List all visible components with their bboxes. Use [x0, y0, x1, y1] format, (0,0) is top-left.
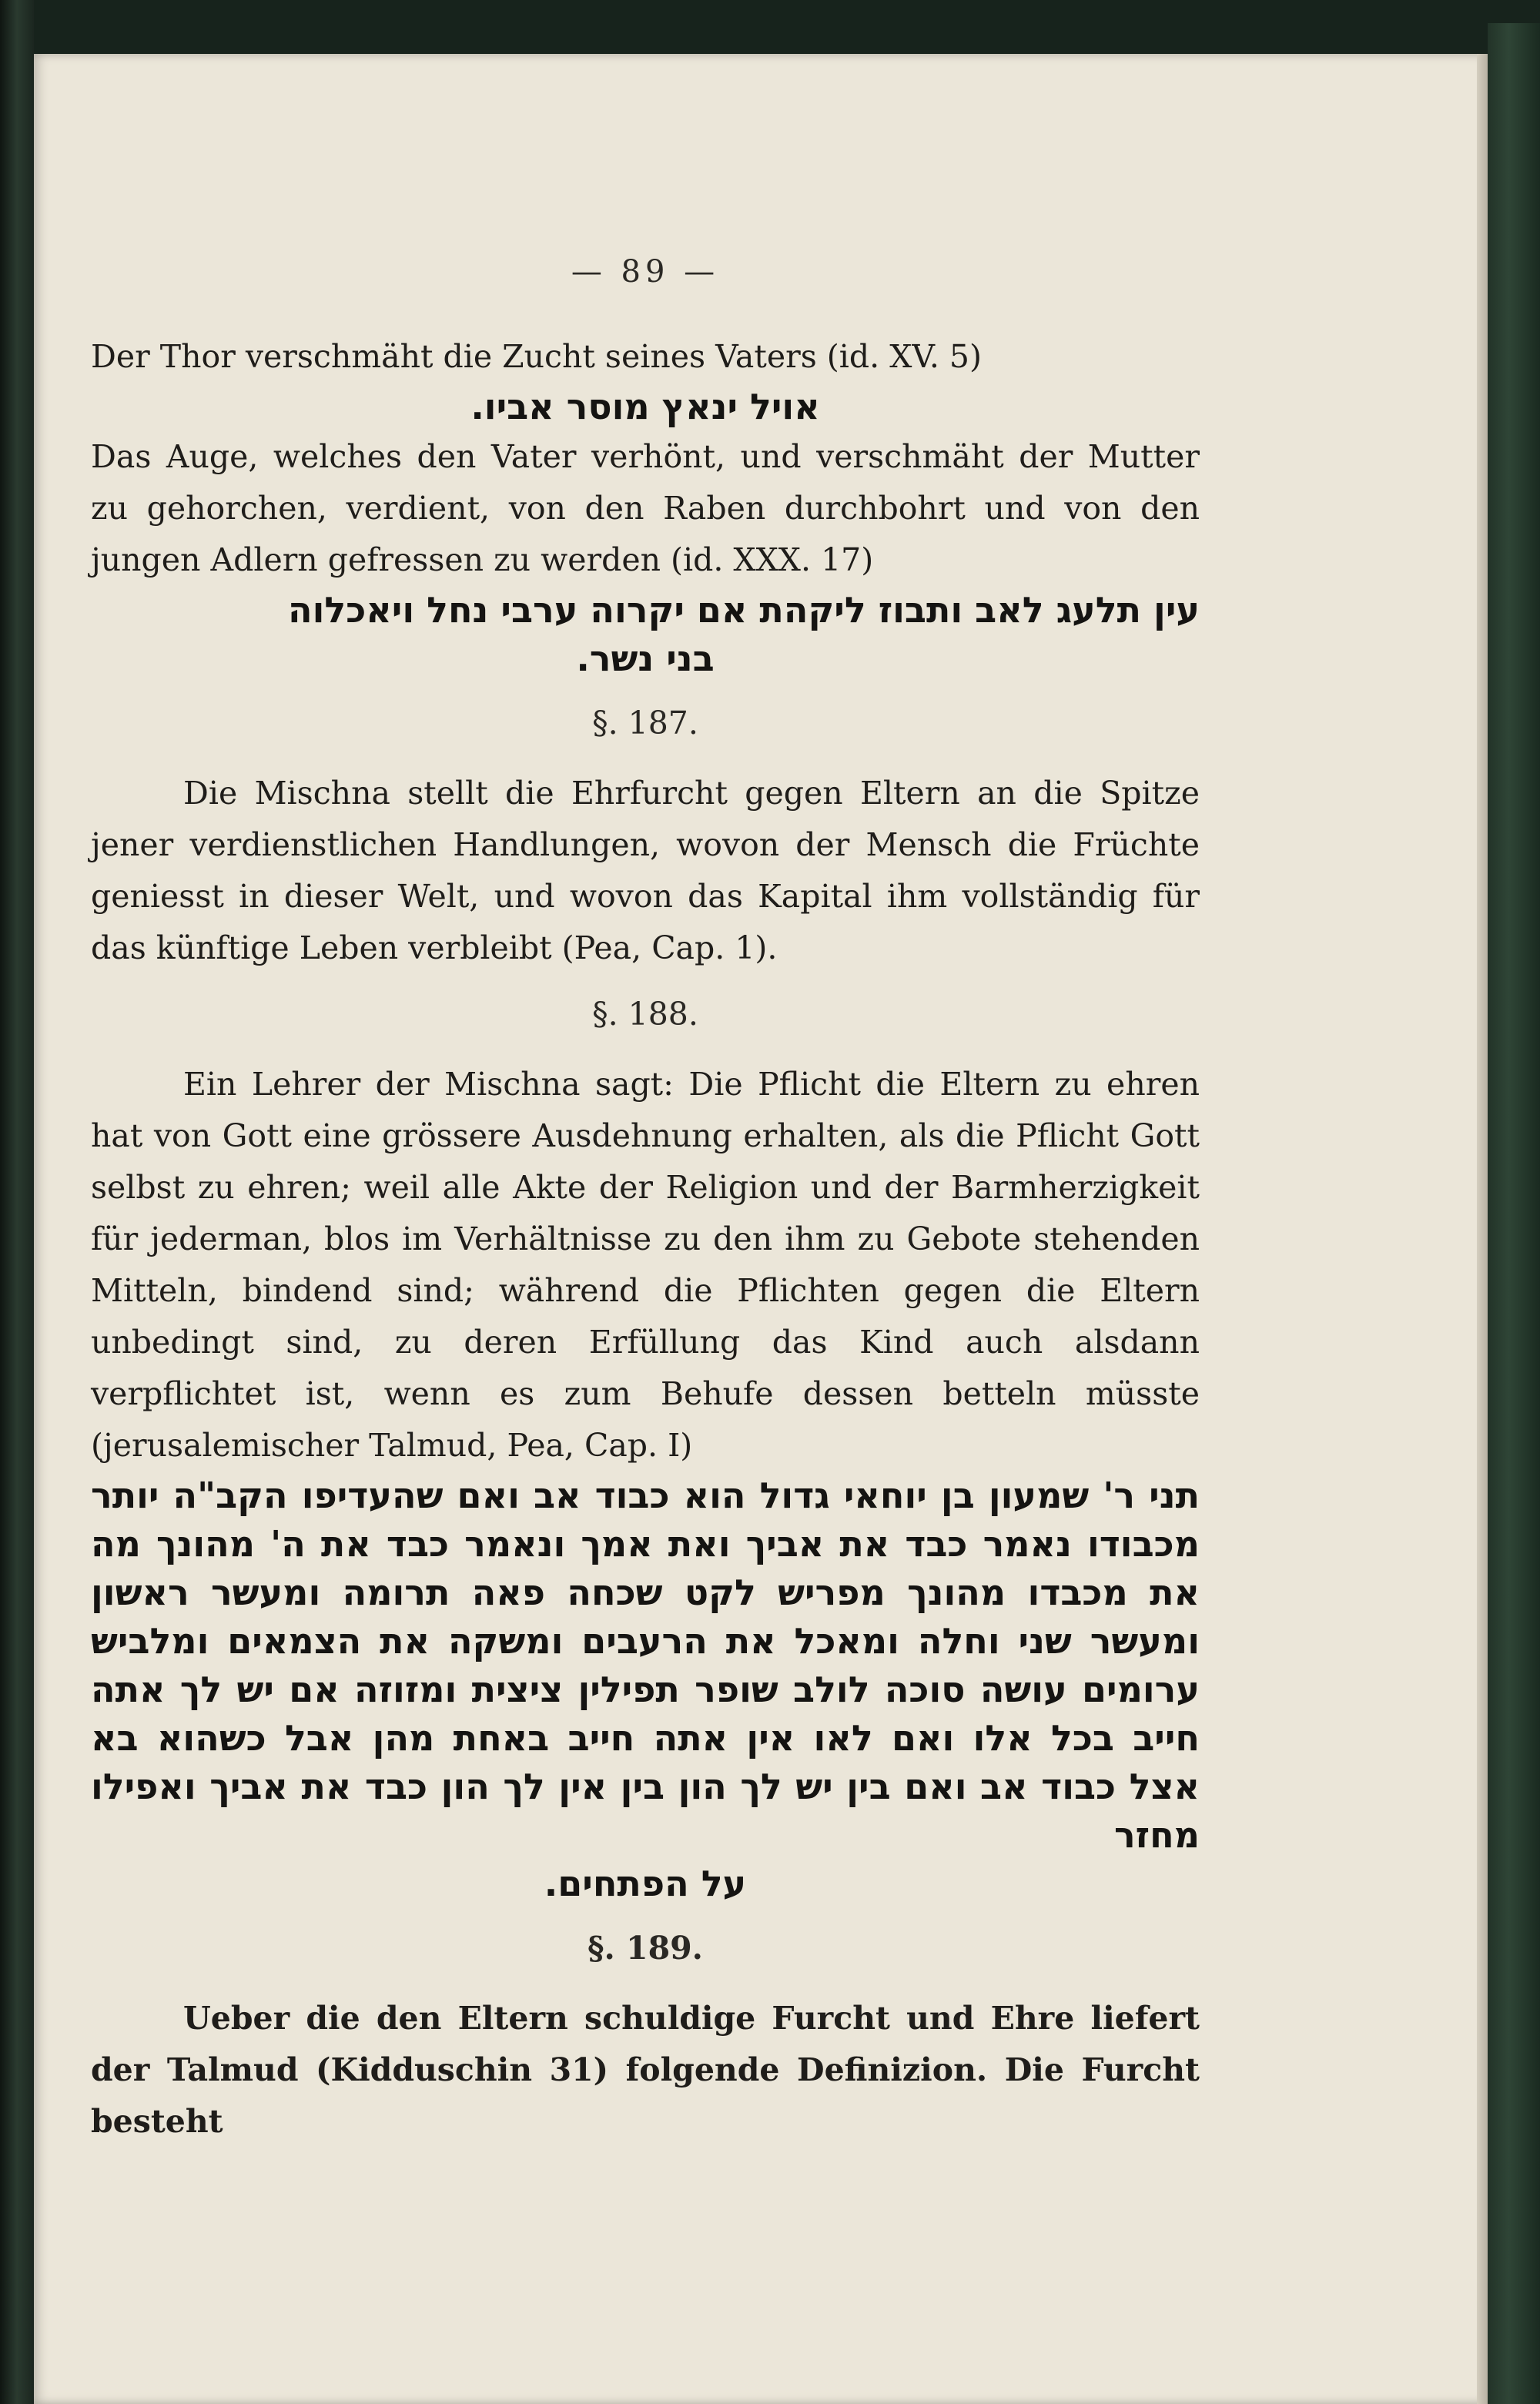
hebrew-quote-2-line2: בני נשר.: [576, 638, 715, 679]
page-number: — 89 —: [571, 254, 720, 290]
page-content: [91, 254, 1200, 2148]
paragraph-188: Ein Lehrer der Mischna sagt: Die Pflicht die Eltern zu ehren hat von Gott eine grössere Ausdehnung erhalten, als die Pflicht Gott selbst zu ehren; weil alle Akte der Religion und der Barmherzigkeit für jederman, blos im Verhältnisse zu den ihm zu Gebote stehenden Mitteln, bindend sind; während die Pflichten gegen die Eltern unbedingt sind, zu deren Erfüllung das Kind auch alsdann verpflichtet ist, wenn es zum Behufe dessen betteln müsste (jerusalemischer Talmud, Pea, Cap. I): [91, 1066, 1200, 1464]
cover-edge-right: [1488, 23, 1540, 2404]
section-187-heading: §. 187.: [592, 705, 698, 742]
hebrew-quote-2-line1: עין תלעג לאב ותבוז ליקהת אם יקרוה ערבי נחל ויאכלוה: [288, 589, 1200, 631]
hebrew-quote-188: תני ר' שמעון בן יוחאי גדול הוא כבוד אב ואם שהעדיפו הקב"ה יותר מכבודו נאמר כבד את אביך ואת אמך ונאמר כבד את ה' מהונך מה את מכבדו מהונך מפריש לקט שכחה פאה תרומה ומעשר ראשון ומעשר שני וחלה ומאכל את הרעבים ומשקה את הצמאים ומלביש ערומים עושה סוכה לולב שופר תפילין ציצית ומזוזה אם יש לך אתה חייב בכל אלו ואם לאו אין אתה חייב באחת מהן אבל כשהוא בא אצל כבוד אב ואם בין יש לך הון בין אין לך הון כבד את אביך ואפילו מחזר: [91, 1475, 1200, 1856]
paragraph-187: Die Mischna stellt die Ehrfurcht gegen Eltern an die Spitze jener verdienstlichen Handlungen, wovon der Mensch die Früchte geniesst in dieser Welt, und wovon das Kapital ihm vollständig für das künftige Leben verbleibt (Pea, Cap. 1).: [91, 775, 1200, 966]
hebrew-quote-188-last: על הפתחים.: [544, 1863, 747, 1904]
section-189-heading: §. 189.: [588, 1930, 703, 1967]
paragraph-1: Der Thor verschmäht die Zucht seines Vaters (id. XV. 5): [91, 338, 982, 375]
cover-edge-left: [0, 0, 34, 2404]
paragraph-2: Das Auge, welches den Vater verhönt, und verschmäht der Mutter zu gehorchen, verdient, von den Raben durchbohrt und von den jungen Adlern gefressen zu werden (id. XXX. 17): [91, 438, 1200, 578]
hebrew-quote-1: אויל ינאץ מוסר אביו.: [470, 386, 820, 427]
page-edge: [1477, 54, 1488, 2404]
paragraph-189: Ueber die den Eltern schuldige Furcht und Ehre liefert der Talmud (Kidduschin 31) folgende Definizion. Die Furcht besteht: [91, 2000, 1200, 2140]
section-188-heading: §. 188.: [592, 996, 698, 1033]
